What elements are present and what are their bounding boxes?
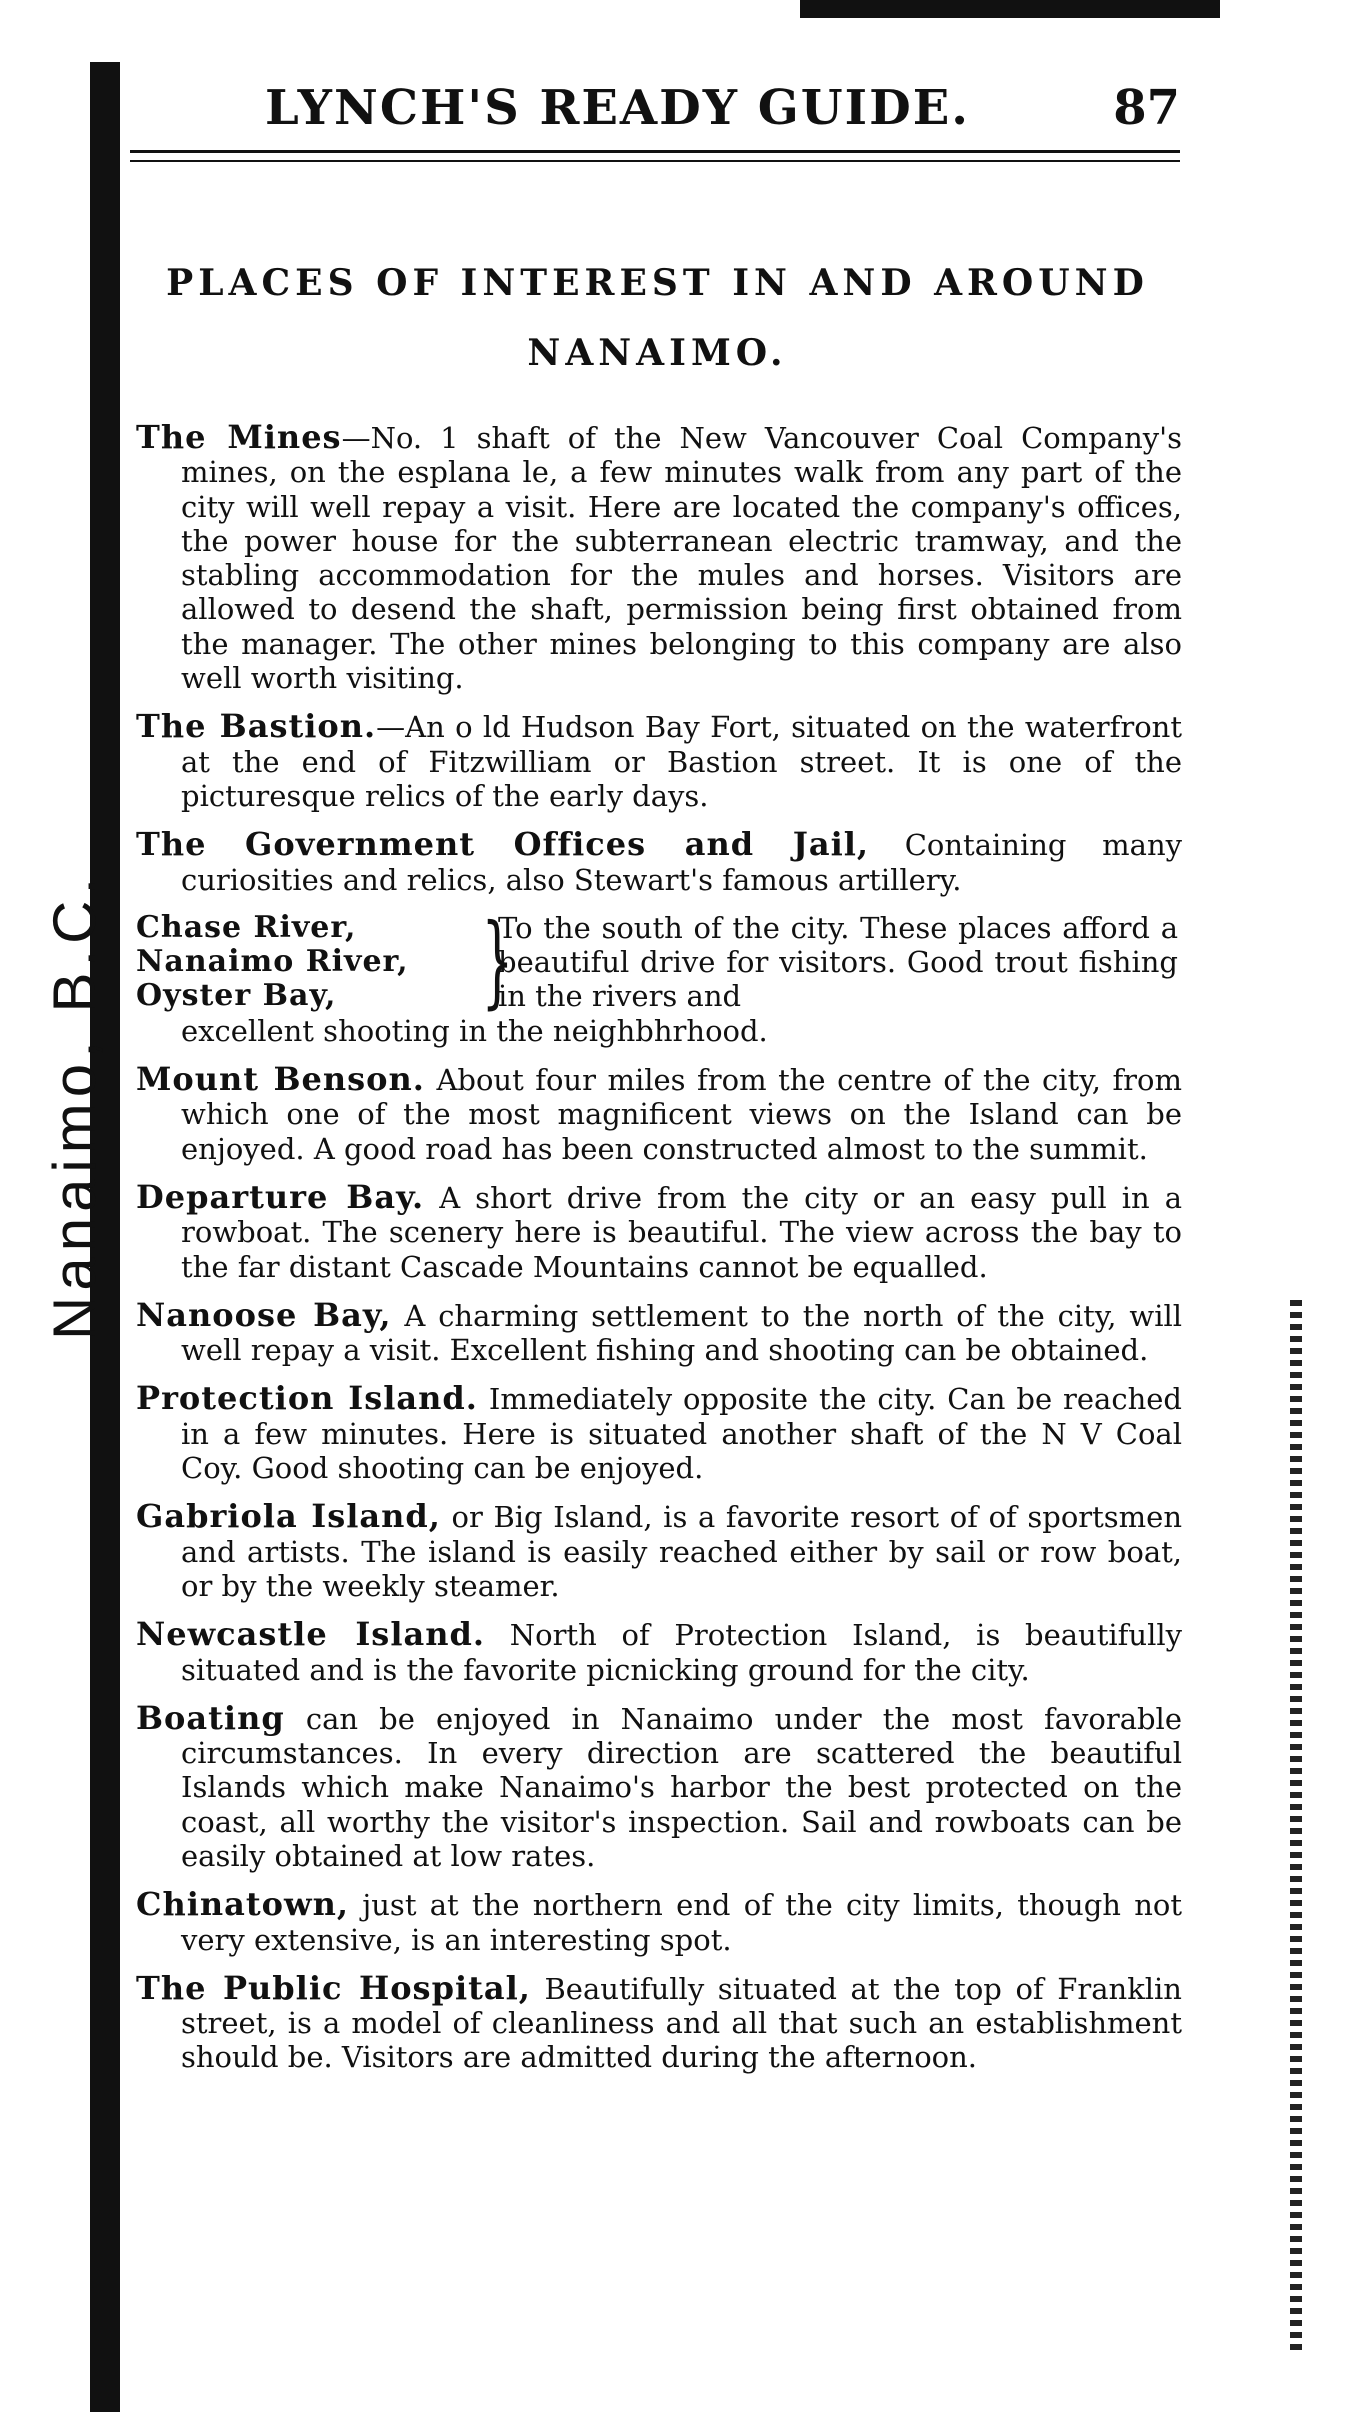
entry-separator: [441, 1500, 452, 1534]
right-edge-mark: [1290, 1300, 1302, 2350]
entry-separator: [531, 1972, 545, 2006]
entry-text: can be enjoyed in Nanaimo under the most favorable circumstances. In every direction are scattered the beautiful Islands which make Nanaimo's harbor the best protected on the coast, all worthy the visitor's inspection. Sail and rowboats can be easily obtained at low rates.: [181, 1701, 1182, 1873]
entry-text: just at the northern end of the city limits, though not very extensive, is an interesting spot.: [181, 1888, 1183, 1957]
guide-entry: [136, 827, 1182, 897]
entry-text: or Big Island, is a favorite resort of of sportsmen and artists. The island is easily reached either by sail or row boat, or by the weekly steamer.: [181, 1500, 1183, 1603]
entry-separator: [485, 1618, 510, 1652]
brace-entry-tail: excellent shooting in the neighbhrhood.: [181, 1013, 768, 1048]
guide-entry: [136, 1968, 1182, 2075]
entry-separator: —: [341, 421, 371, 455]
entry-separator: [425, 1063, 437, 1097]
guide-entry: [136, 1177, 1183, 1284]
entry-text: Beautifully situated at the top of Franklin street, is a model of cleanliness and all that such an establishment should be. Visitors are admitted during the afternoon.: [181, 1971, 1182, 2075]
entry-text: No. 1 shaft of the New Vancouver Coal Company's mines, on the esplana le, a few minutes walk from any part of the city will well repay a visit. Here are located the company's offices, the power house for the subterranean electric tramway, and the stabling accommodation for the mules and horses. Visitors are allowed to desend the shaft, permission being first obtained from the manager. The other mines belonging to this company are also well worth visiting.: [181, 421, 1182, 696]
brace-symbol: }: [481, 901, 514, 1019]
running-header: [130, 80, 1180, 150]
guide-entry: [136, 420, 1182, 695]
entry-text: A charming settlement to the north of the city, will well repay a visit. Excellent fishing and shooting can be obtained.: [181, 1298, 1183, 1368]
entry-separator: —: [376, 710, 406, 745]
brace-name: Oyster Bay,: [136, 978, 337, 1014]
entry-name: Boating: [136, 1698, 285, 1737]
entry-name: Newcastle Island.: [136, 1615, 485, 1654]
guide-entry: [136, 1887, 1182, 1957]
entry-separator: [392, 1299, 405, 1333]
entry-text: An o ld Hudson Bay Fort, situated on the waterfront at the end of Fitzwilliam or Bastion street. It is one of the picturesque relics of the early days.: [181, 710, 1182, 813]
entry-name: Mount Benson.: [136, 1060, 425, 1099]
entry-text: About four miles from the centre of the city, from which one of the most magnificent views on the Island can be enjoyed. A good road has been constructed almost to the summit.: [181, 1063, 1182, 1166]
guide-entry: [136, 709, 1182, 813]
entry-separator: [349, 1888, 362, 1922]
entry-name: The Bastion.: [136, 707, 377, 746]
guide-entry: [136, 1698, 1182, 1873]
brace-name: Chase River,: [136, 909, 357, 945]
entry-name: Nanoose Bay,: [136, 1295, 392, 1334]
margin-place-label: Nanaimo, B.C.: [41, 871, 108, 1340]
guide-entry: [136, 1381, 1182, 1485]
brace-entry-names: [136, 911, 476, 1014]
header-rule: [130, 150, 1180, 153]
entry-separator: [869, 828, 905, 862]
section-title-line2: NANAIMO.: [527, 332, 788, 374]
entry-separator: [478, 1382, 489, 1416]
entry-text: Containing many curiosities and relics, also Stewart's famous artillery.: [181, 828, 1183, 897]
entry-separator: [285, 1702, 306, 1736]
section-title-line1: PLACES OF INTEREST IN AND AROUND: [166, 262, 1149, 304]
guide-entry: [136, 1062, 1182, 1166]
entry-name: The Mines: [136, 418, 342, 456]
entry-name: The Public Hospital,: [136, 1968, 531, 2007]
brace-entry-text: To the south of the city. These places afford a beautiful drive for visitors. Good trout fishing in the rivers and: [498, 910, 1178, 1014]
entries-list: [136, 420, 1182, 2089]
top-scan-rule: [800, 0, 1220, 18]
page-number: 87: [1113, 80, 1180, 136]
entry-separator: [424, 1181, 439, 1215]
brace-name: Nanaimo River,: [136, 944, 409, 980]
entry-name: The Government Offices and Jail,: [136, 825, 870, 864]
entry-text: North of Protection Island, is beautifully situated and is the favorite picnicking ground for the city.: [181, 1618, 1183, 1687]
entry-name: Chinatown,: [136, 1885, 349, 1924]
brace-entry: [136, 901, 1182, 1048]
guide-entry: [136, 1617, 1182, 1687]
header-rule-thin: [130, 160, 1180, 162]
entry-name: Departure Bay.: [136, 1177, 425, 1216]
guide-entry: [136, 1499, 1182, 1603]
header-title: LYNCH'S READY GUIDE.: [265, 80, 970, 136]
entry-name: Gabriola Island,: [136, 1497, 441, 1536]
guide-entry: [136, 1295, 1183, 1368]
entry-text: A short drive from the city or an easy pull in a rowboat. The scenery here is beautiful. The view across the bay to the far distant Cascade Mountains cannot be equalled.: [181, 1180, 1183, 1284]
entry-name: Protection Island.: [136, 1379, 478, 1418]
entry-text: Immediately opposite the city. Can be reached in a few minutes. Here is situated another shaft of the N V Coal Coy. Good shooting can be enjoyed.: [181, 1382, 1182, 1486]
